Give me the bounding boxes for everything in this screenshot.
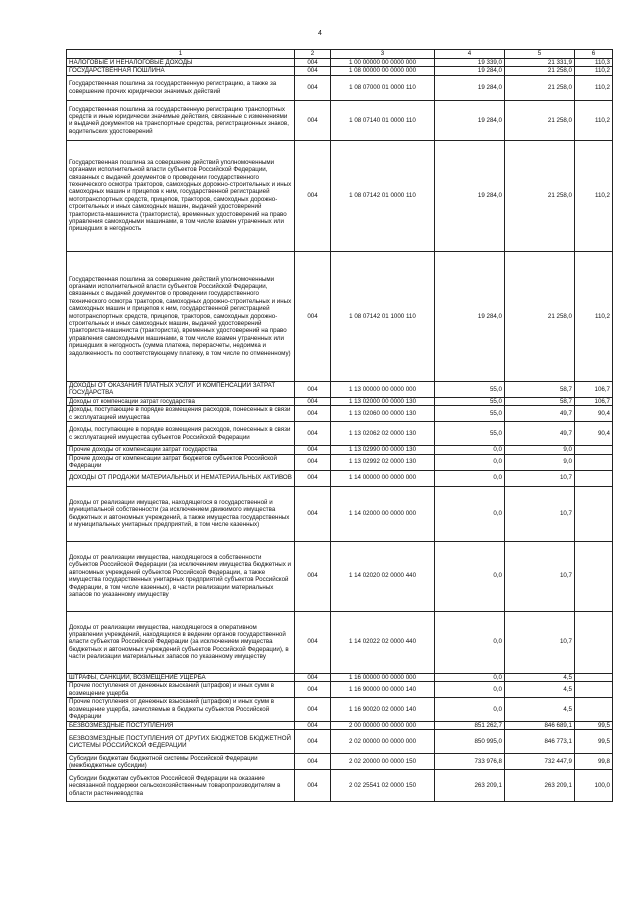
row-c2-cell: 004 (295, 67, 331, 75)
table-row (67, 611, 613, 673)
row-c6-cell (575, 470, 613, 486)
row-c2-cell: 004 (295, 454, 331, 470)
row-c3-cell: 1 13 02000 00 0000 130 (331, 397, 435, 405)
row-c2-cell: 004 (295, 730, 331, 754)
row-name-cell: ГОСУДАРСТВЕННАЯ ПОШЛИНА (67, 67, 295, 75)
row-c3-cell: 1 14 02022 02 0000 440 (331, 611, 435, 673)
row-c4-cell: 0,0 (435, 454, 505, 470)
row-c6-cell (575, 698, 613, 722)
row-c2-cell: 004 (295, 698, 331, 722)
row-c3-cell: 1 13 02060 00 0000 130 (331, 406, 435, 422)
row-name-cell: БЕЗВОЗМЕЗДНЫЕ ПОСТУПЛЕНИЯ (67, 722, 295, 730)
row-c2-cell: 004 (295, 770, 331, 802)
row-c2-cell: 004 (295, 682, 331, 698)
header-row (67, 50, 613, 59)
row-name-cell: Субсидии бюджетам субъектов Российской Федерации на оказание несвязанной поддержки сельскохозяйственным товаропроизводителям в области растениеводства (67, 770, 295, 802)
table-row (67, 454, 613, 470)
row-name-cell: ДОХОДЫ ОТ ОКАЗАНИЯ ПЛАТНЫХ УСЛУГ И КОМПЕНСАЦИИ ЗАТРАТ ГОСУДАРСТВА (67, 381, 295, 397)
row-c6-cell (575, 673, 613, 681)
row-c5-cell: 4,5 (505, 682, 575, 698)
row-c5-cell: 732 447,9 (505, 754, 575, 770)
row-c2-cell: 004 (295, 722, 331, 730)
header-col-1: 1 (67, 50, 295, 59)
row-c2-cell: 004 (295, 422, 331, 446)
row-c3-cell: 1 08 07000 01 0000 110 (331, 75, 435, 100)
table-row (67, 486, 613, 541)
row-c4-cell: 0,0 (435, 682, 505, 698)
table-row (67, 470, 613, 486)
row-c5-cell: 21 258,0 (505, 251, 575, 381)
row-name-cell: Государственная пошлина за совершение действий уполномоченными органами исполнительной власти субъектов Российской Федерации, связанных с выдачей документов о проведении государственного технического осмотра тракторов, самоходных дорожно-строительных и иных самоходных машин и прицепов к ним, государственной регистрацией мототранспортных средств, прицепов, тракторов, самоходных дорожно-строительных и иных самоходных машин, выдачей удостоверений тракториста-машиниста (тракториста), временных удостоверений на право управления самоходными машинами, в том числе взамен утраченных или пришедших в негодность (67, 140, 295, 251)
row-c4-cell: 55,0 (435, 381, 505, 397)
row-c6-cell (575, 611, 613, 673)
row-c3-cell: 2 02 20000 00 0000 150 (331, 754, 435, 770)
row-c5-cell: 49,7 (505, 406, 575, 422)
row-c3-cell: 2 00 00000 00 0000 000 (331, 722, 435, 730)
row-c4-cell: 0,0 (435, 698, 505, 722)
row-name-cell: Прочие поступления от денежных взысканий (штрафов) и иных сумм в возмещение ущерба, зачисляемые в бюджеты субъектов Российской Федерации (67, 698, 295, 722)
table-row (67, 682, 613, 698)
row-c4-cell: 19 284,0 (435, 100, 505, 140)
row-c4-cell: 733 976,8 (435, 754, 505, 770)
row-name-cell: Государственная пошлина за совершение действий уполномоченными органами исполнительной власти субъектов Российской Федерации, связанных с выдачей документов о проведении государственного технического осмотра тракторов, самоходных дорожно-строительных и иных самоходных машин и прицепов к ним, государственной регистрацией мототранспортных средств, прицепов, тракторов, самоходных дорожно-строительных и иных самоходных машин, выдачей удостоверений тракториста-машиниста (тракториста), временных удостоверений на право управления самоходными машинами, в том числе взамен утраченных или пришедших в негодность (сумма платежа, перерасчеты, недоимка и задолженность по соответствующему платежу, в том числе по отмененному) (67, 251, 295, 381)
row-c3-cell: 1 08 07140 01 0000 110 (331, 100, 435, 140)
row-c5-cell: 9,0 (505, 454, 575, 470)
row-c6-cell: 90,4 (575, 406, 613, 422)
row-c3-cell: 1 08 07142 01 0000 110 (331, 140, 435, 251)
row-c6-cell: 106,7 (575, 381, 613, 397)
row-name-cell: Прочие доходы от компенсации затрат государства (67, 446, 295, 454)
row-c2-cell: 004 (295, 140, 331, 251)
row-c5-cell: 21 258,0 (505, 75, 575, 100)
row-c5-cell: 58,7 (505, 381, 575, 397)
header-col-4: 4 (435, 50, 505, 59)
row-c2-cell: 004 (295, 251, 331, 381)
table-row (67, 541, 613, 611)
table-row (67, 397, 613, 405)
row-c4-cell: 851 262,7 (435, 722, 505, 730)
row-name-cell: Доходы от реализации имущества, находящегося в государственной и муниципальной собственности (за исключением движимого имущества бюджетных и автономных учреждений, а также имущества государственных и муниципальных унитарных предприятий, в том числе казенных) (67, 486, 295, 541)
row-c3-cell: 1 16 90000 00 0000 140 (331, 682, 435, 698)
header-col-3: 3 (331, 50, 435, 59)
table-row (67, 422, 613, 446)
row-name-cell: Доходы от реализации имущества, находящегося в собственности субъектов Российской Федерации (за исключением имущества бюджетных и автономных учреждений субъектов Российской Федерации, а также имущества государственных унитарных предприятий субъектов Российской Федерации, в том числе казенных), в части реализации материальных запасов по указанному имуществу (67, 541, 295, 611)
row-c6-cell: 110,2 (575, 67, 613, 75)
row-c4-cell: 0,0 (435, 446, 505, 454)
row-c6-cell: 99,5 (575, 722, 613, 730)
table-header (67, 50, 613, 59)
row-c2-cell: 004 (295, 611, 331, 673)
table-row (67, 730, 613, 754)
table-row (67, 754, 613, 770)
row-c6-cell: 110,2 (575, 140, 613, 251)
row-c5-cell: 58,7 (505, 397, 575, 405)
row-c6-cell (575, 541, 613, 611)
row-c6-cell: 106,7 (575, 397, 613, 405)
row-c3-cell: 1 14 02000 00 0000 000 (331, 486, 435, 541)
row-c2-cell: 004 (295, 673, 331, 681)
row-name-cell: Доходы, поступающие в порядке возмещения расходов, понесенных в связи с эксплуатацией имущества (67, 406, 295, 422)
row-c4-cell: 19 284,0 (435, 251, 505, 381)
row-c4-cell: 55,0 (435, 422, 505, 446)
row-c2-cell: 004 (295, 470, 331, 486)
row-c4-cell: 0,0 (435, 486, 505, 541)
row-c5-cell: 10,7 (505, 541, 575, 611)
row-c2-cell: 004 (295, 75, 331, 100)
row-name-cell: Доходы, поступающие в порядке возмещения расходов, понесенных в связи с эксплуатацией имущества субъектов Российской Федерации (67, 422, 295, 446)
row-name-cell: Государственная пошлина за государственную регистрацию, а также за совершение прочих юридически значимых действий (67, 75, 295, 100)
row-c3-cell: 1 14 02020 02 0000 440 (331, 541, 435, 611)
row-c6-cell: 110,2 (575, 251, 613, 381)
row-c6-cell: 110,2 (575, 75, 613, 100)
row-c4-cell: 55,0 (435, 406, 505, 422)
row-name-cell: Субсидии бюджетам бюджетной системы Российской Федерации (межбюджетные субсидии) (67, 754, 295, 770)
table-row (67, 100, 613, 140)
row-name-cell: Доходы от реализации имущества, находящегося в оперативном управлении учреждений, находящихся в ведении органов государственной власти субъектов Российской Федерации (за исключением имущества бюджетных и автономных учреждений субъектов Российской Федерации), в части реализации материальных запасов по указанному имуществу (67, 611, 295, 673)
budget-table (66, 49, 613, 802)
row-name-cell: НАЛОГОВЫЕ И НЕНАЛОГОВЫЕ ДОХОДЫ (67, 59, 295, 67)
row-c4-cell: 19 284,0 (435, 67, 505, 75)
table-row (67, 140, 613, 251)
row-name-cell: ШТРАФЫ, САНКЦИИ, ВОЗМЕЩЕНИЕ УЩЕРБА (67, 673, 295, 681)
row-c3-cell: 1 13 02992 02 0000 130 (331, 454, 435, 470)
table-row (67, 251, 613, 381)
table-row (67, 67, 613, 75)
header-col-5: 5 (505, 50, 575, 59)
row-c5-cell: 10,7 (505, 611, 575, 673)
row-c4-cell: 19 339,0 (435, 59, 505, 67)
row-name-cell: Доходы от компенсации затрат государства (67, 397, 295, 405)
row-c3-cell: 1 16 00000 00 0000 000 (331, 673, 435, 681)
table-row (67, 770, 613, 802)
row-c5-cell: 263 209,1 (505, 770, 575, 802)
row-c5-cell: 10,7 (505, 486, 575, 541)
row-c3-cell: 2 02 00000 00 0000 000 (331, 730, 435, 754)
row-c6-cell (575, 454, 613, 470)
row-c4-cell: 55,0 (435, 397, 505, 405)
row-name-cell: ДОХОДЫ ОТ ПРОДАЖИ МАТЕРИАЛЬНЫХ И НЕМАТЕРИАЛЬНЫХ АКТИВОВ (67, 470, 295, 486)
row-c5-cell: 21 331,9 (505, 59, 575, 67)
row-c5-cell: 21 258,0 (505, 100, 575, 140)
page-number: 4 (318, 30, 322, 37)
row-c2-cell: 004 (295, 406, 331, 422)
table-row (67, 722, 613, 730)
row-c2-cell: 004 (295, 397, 331, 405)
row-c5-cell: 9,0 (505, 446, 575, 454)
row-name-cell: БЕЗВОЗМЕЗДНЫЕ ПОСТУПЛЕНИЯ ОТ ДРУГИХ БЮДЖЕТОВ БЮДЖЕТНОЙ СИСТЕМЫ РОССИЙСКОЙ ФЕДЕРАЦИИ (67, 730, 295, 754)
table-body (67, 59, 613, 802)
row-c6-cell: 110,3 (575, 59, 613, 67)
table-row (67, 381, 613, 397)
row-c4-cell: 19 284,0 (435, 140, 505, 251)
row-c6-cell: 90,4 (575, 422, 613, 446)
row-c2-cell: 004 (295, 100, 331, 140)
row-c4-cell: 0,0 (435, 611, 505, 673)
row-c2-cell: 004 (295, 541, 331, 611)
row-c4-cell: 0,0 (435, 541, 505, 611)
row-c3-cell: 1 13 02062 02 0000 130 (331, 422, 435, 446)
row-c2-cell: 004 (295, 446, 331, 454)
row-c2-cell: 004 (295, 59, 331, 67)
row-c2-cell: 004 (295, 486, 331, 541)
row-c5-cell: 4,5 (505, 673, 575, 681)
row-c5-cell: 21 258,0 (505, 140, 575, 251)
row-c5-cell: 4,5 (505, 698, 575, 722)
table-row (67, 446, 613, 454)
row-c4-cell: 263 209,1 (435, 770, 505, 802)
row-name-cell: Прочие поступления от денежных взысканий (штрафов) и иных сумм в возмещение ущерба (67, 682, 295, 698)
row-c6-cell: 100,0 (575, 770, 613, 802)
row-name-cell: Прочие доходы от компенсации затрат бюджетов субъектов Российской Федерации (67, 454, 295, 470)
row-c6-cell (575, 446, 613, 454)
row-c5-cell: 21 258,0 (505, 67, 575, 75)
table-row (67, 406, 613, 422)
row-c3-cell: 1 13 02990 00 0000 130 (331, 446, 435, 454)
row-c3-cell: 1 08 00000 00 0000 000 (331, 67, 435, 75)
header-col-2: 2 (295, 50, 331, 59)
table-row (67, 59, 613, 67)
row-c4-cell: 0,0 (435, 470, 505, 486)
row-c3-cell: 1 14 00000 00 0000 000 (331, 470, 435, 486)
row-c6-cell (575, 486, 613, 541)
row-c6-cell: 110,2 (575, 100, 613, 140)
row-c4-cell: 19 284,0 (435, 75, 505, 100)
row-name-cell: Государственная пошлина за государственную регистрацию транспортных средств и иные юридически значимые действия, связанные с изменениями и выдачей документов на транспортные средства, регистрационных знаков, водительских удостоверений (67, 100, 295, 140)
row-c4-cell: 0,0 (435, 673, 505, 681)
header-col-6: 6 (575, 50, 613, 59)
row-c6-cell: 99,8 (575, 754, 613, 770)
table-row (67, 673, 613, 681)
row-c3-cell: 1 00 00000 00 0000 000 (331, 59, 435, 67)
row-c3-cell: 1 16 90020 02 0000 140 (331, 698, 435, 722)
row-c4-cell: 850 995,0 (435, 730, 505, 754)
row-c3-cell: 2 02 25541 02 0000 150 (331, 770, 435, 802)
row-c2-cell: 004 (295, 381, 331, 397)
row-c5-cell: 846 689,1 (505, 722, 575, 730)
row-c5-cell: 846 773,1 (505, 730, 575, 754)
row-c2-cell: 004 (295, 754, 331, 770)
row-c5-cell: 49,7 (505, 422, 575, 446)
row-c5-cell: 10,7 (505, 470, 575, 486)
table-row (67, 698, 613, 722)
row-c3-cell: 1 08 07142 01 1000 110 (331, 251, 435, 381)
row-c3-cell: 1 13 00000 00 0000 000 (331, 381, 435, 397)
row-c6-cell: 99,5 (575, 730, 613, 754)
table-row (67, 75, 613, 100)
row-c6-cell (575, 682, 613, 698)
